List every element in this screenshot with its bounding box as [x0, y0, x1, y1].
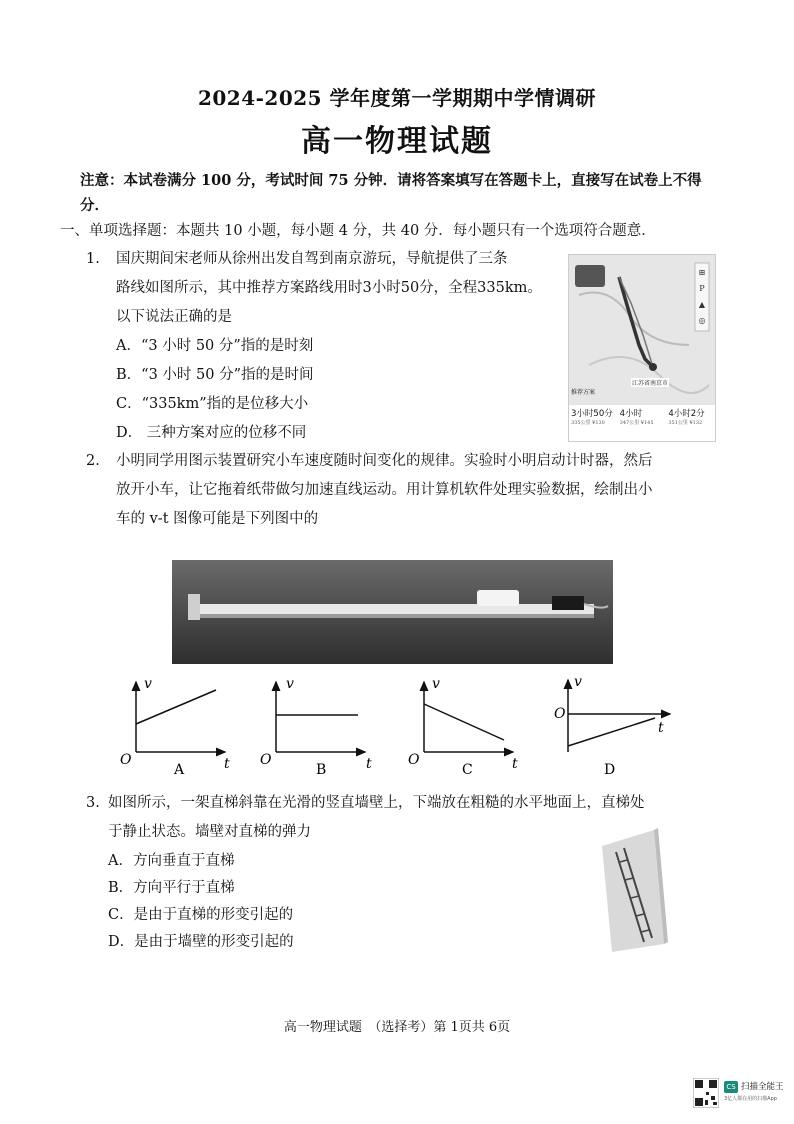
q1-stem-line1: 国庆期间宋老师从徐州出发自驾到南京游玩，导航提供了三条	[116, 251, 508, 267]
exam-title-line1: 2024-2025 学年度第一学期期中学情调研	[197, 86, 597, 110]
q3-option-a: A．方向垂直于直梯	[108, 853, 235, 869]
graph-d-line	[568, 718, 655, 746]
graph-a[interactable]	[120, 676, 230, 778]
exam-notice: 注意：本试卷满分 100 分，考试时间 75 分钟．请将答案填写在答题卡上，直接写在试卷上不得分．	[80, 172, 702, 214]
graph-a-v-label: v	[144, 676, 152, 692]
graph-b-origin: O	[260, 752, 272, 768]
q3-number: 3.	[86, 795, 100, 811]
q1-option-c: C．“335km”指的是位移大小	[116, 396, 309, 412]
q3-stem-line2: 于静止状态。墙壁对直梯的弹力	[108, 824, 311, 840]
svg-text:▲: ▲	[698, 300, 706, 309]
svg-text:P: P	[699, 284, 705, 293]
route-2-time: 4小时	[619, 409, 643, 419]
track-apparatus-photo	[172, 560, 613, 664]
q3-stem-line1: 如图所示，一架直梯斜靠在光滑的竖直墙壁上，下端放在粗糙的水平地面上，直梯处	[108, 795, 645, 811]
graph-c[interactable]	[408, 676, 518, 778]
q1-stem-line2: 路线如图所示，其中推荐方案路线用时3小时50分，全程335km。	[116, 280, 542, 296]
graph-c-t-label: t	[512, 756, 518, 772]
graph-d-letter: D	[604, 762, 616, 778]
graph-b-v-label: v	[286, 676, 294, 692]
map-destination-label: 江苏省南京市	[632, 380, 669, 387]
graph-a-origin: O	[120, 752, 132, 768]
scanner-app-slogan: 3亿人都在用的扫描App	[724, 1096, 777, 1102]
q2-stem-line3: 车的 v-t 图像可能是下列图中的	[116, 511, 319, 527]
graph-c-line	[424, 704, 504, 740]
q2-stem-line2: 放开小车，让它拖着纸带做匀加速直线运动。用计算机软件处理实验数据，绘制出小	[116, 482, 653, 498]
graph-a-letter: A	[174, 762, 185, 778]
q3-option-c: C．是由于直梯的形变引起的	[108, 907, 294, 923]
q2-number: 2.	[86, 453, 100, 469]
svg-text:⊞: ⊞	[698, 268, 706, 277]
vt-graph-options	[110, 672, 730, 782]
map-recommend-label: 推荐方案	[571, 389, 596, 396]
route-3-time: 4小时2分	[668, 409, 705, 419]
route-option-3[interactable]	[666, 405, 715, 441]
graph-b-letter: B	[316, 762, 327, 778]
route-option-1[interactable]	[569, 405, 618, 441]
scanner-app-name: 扫描全能王	[741, 1082, 784, 1092]
route-3-detail: 351公里 ¥132	[668, 420, 703, 426]
q3-option-b: B．方向平行于直梯	[108, 880, 235, 896]
graph-d-t-label: t	[658, 720, 664, 736]
exam-title-line2: 高一物理试题	[301, 124, 493, 159]
page-footer: 高一物理试题 （选择考）第 1页共 6页	[283, 1020, 511, 1035]
q1-number: 1.	[86, 251, 100, 267]
ladder-wall-image	[594, 826, 674, 952]
q1-option-b: B．“3 小时 50 分”指的是时间	[116, 367, 314, 383]
q2-stem-line1: 小明同学用图示装置研究小车速度随时间变化的规律。实验时小明启动计时器，然后	[116, 453, 653, 469]
navigation-map-image	[568, 254, 716, 442]
q1-stem-line3: 以下说法正确的是	[116, 309, 232, 325]
graph-a-line	[136, 690, 216, 724]
q3-option-d: D．是由于墙壁的形变引起的	[108, 934, 294, 950]
graph-d-origin: O	[554, 706, 566, 722]
route-option-2[interactable]	[618, 405, 667, 441]
graph-b[interactable]	[260, 676, 372, 778]
route-1-time: 3小时50分	[571, 409, 613, 419]
graph-b-t-label: t	[366, 756, 372, 772]
graph-d[interactable]	[554, 674, 670, 778]
graph-c-origin: O	[408, 752, 420, 768]
q1-option-a: A．“3 小时 50 分”指的是时刻	[116, 338, 314, 354]
cs-logo: CS	[724, 1081, 738, 1093]
svg-text:◎: ◎	[698, 316, 706, 325]
route-1-detail: 335公里 ¥130	[571, 420, 605, 426]
route-2-detail: 347公里 ¥145	[619, 420, 654, 426]
qr-code-icon	[693, 1078, 719, 1108]
graph-a-t-label: t	[224, 756, 230, 772]
graph-c-letter: C	[462, 762, 473, 778]
q1-option-d: D． 三种方案对应的位移不同	[116, 425, 307, 441]
section-heading: 一、单项选择题：本题共 10 小题，每小题 4 分，共 40 分．每小题只有一个选项符合题意．	[60, 223, 656, 239]
graph-c-v-label: v	[432, 676, 440, 692]
map-route-list	[569, 405, 715, 441]
scanner-watermark	[693, 1075, 789, 1111]
graph-d-v-label: v	[574, 674, 582, 690]
